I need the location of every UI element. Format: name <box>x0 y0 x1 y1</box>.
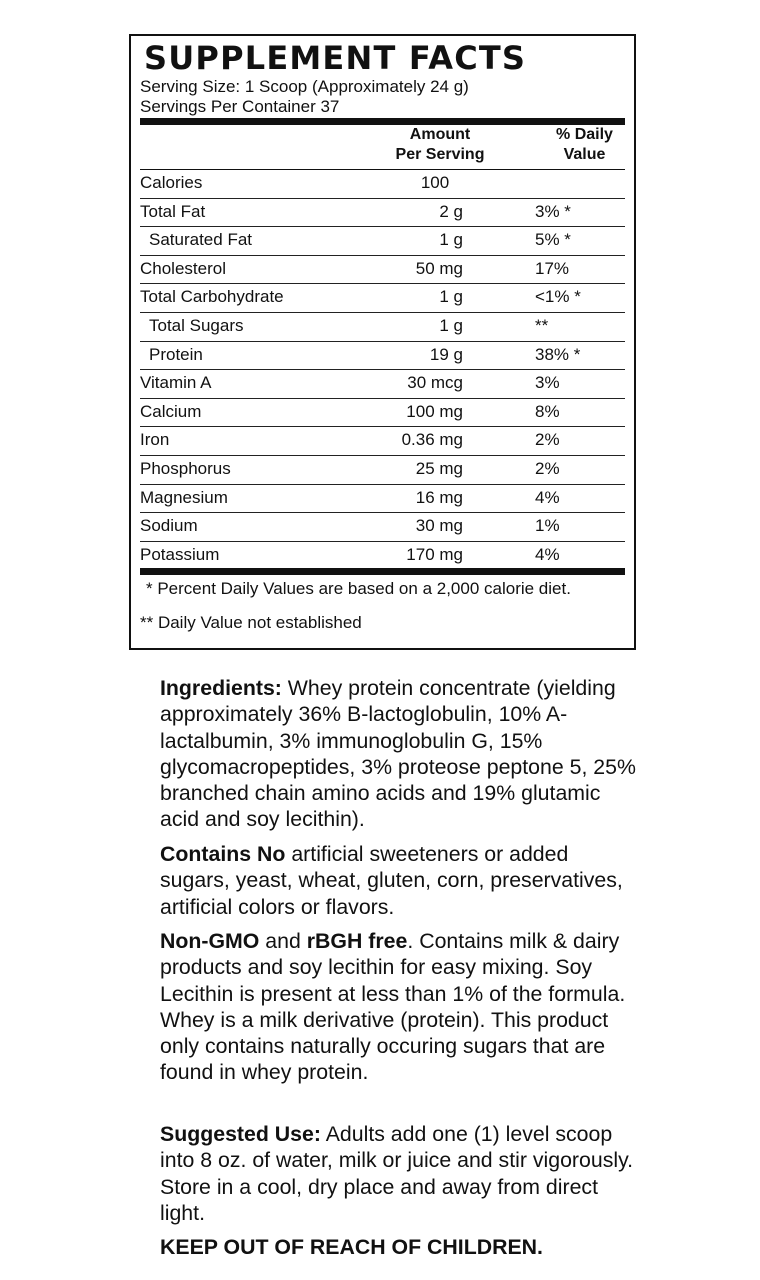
nutrient-name: Total Fat <box>140 201 206 221</box>
facts-title: SUPPLEMENT FACTS <box>144 39 527 77</box>
nutrient-amount: 25 mg <box>415 458 463 478</box>
nutrient-row-cholesterol <box>140 256 625 285</box>
contains-no-text: artificial sweeteners or added sugars, yeast, wheat, gluten, corn, preservatives, artificial colors or flavors. <box>160 842 623 919</box>
footnote-daily-values: * Percent Daily Values are based on a 2,000 calorie diet. <box>146 579 571 598</box>
nutrient-amount: 170 mg <box>406 544 463 564</box>
serving-size: Serving Size: 1 Scoop (Approximately 24 g) <box>140 77 469 96</box>
servings-per-container: Servings Per Container 37 <box>140 97 340 116</box>
nutrient-daily-value: 38% * <box>535 344 581 364</box>
supplement-facts-panel <box>129 34 636 650</box>
nutrient-row-calcium <box>140 399 625 428</box>
suggested-use-paragraph <box>160 1121 640 1226</box>
nutrient-daily-value: 2% <box>535 458 560 478</box>
nutrient-daily-value: 4% <box>535 544 560 564</box>
header-amount <box>382 125 498 165</box>
nutrient-amount: 30 mg <box>415 516 463 536</box>
ingredients-paragraph <box>160 675 640 833</box>
nutrient-daily-value: 3% * <box>535 201 571 221</box>
nutrient-daily-value: ** <box>535 315 549 335</box>
thick-divider-bottom <box>140 568 625 575</box>
contains-no-paragraph <box>160 841 640 920</box>
nutrient-daily-value: <1% * <box>535 287 581 307</box>
nutrient-name: Magnesium <box>140 487 228 507</box>
nutrient-daily-value: 3% <box>535 373 560 393</box>
nutrient-daily-value: 8% <box>535 401 560 421</box>
non-gmo-paragraph <box>160 928 640 1086</box>
ingredients-text: Whey protein concentrate (yielding approximately 36% B-lactoglobulin, 10% A-lactalbumin, 3% immunoglobulin G, 15% glycomacropeptides, 3% proteose peptone 5, 25% branched chain amino acids and 19% glutamic acid and soy lecithin). <box>160 676 636 832</box>
nutrient-name: Total Carbohydrate <box>140 287 284 307</box>
non-gmo-joiner: and <box>259 929 307 953</box>
nutrient-name: Phosphorus <box>140 458 231 478</box>
nutrient-amount: 50 mg <box>415 258 463 278</box>
nutrient-name: Cholesterol <box>140 258 226 278</box>
footnote-not-established: ** Daily Value not established <box>140 613 362 632</box>
nutrient-name: Sodium <box>140 516 198 536</box>
header-dv-line2: Value <box>563 146 606 163</box>
nutrient-amount: 1 g <box>439 287 463 307</box>
nutrient-row-total-sugars <box>140 313 625 342</box>
nutrient-amount: 0.36 mg <box>401 430 463 450</box>
non-gmo-label: Non-GMO <box>160 929 260 953</box>
ingredients-label: Ingredients: <box>160 676 282 700</box>
nutrient-row-potassium <box>140 542 625 571</box>
nutrient-daily-value: 2% <box>535 430 560 450</box>
non-gmo-text: . Contains milk & dairy products and soy lecithin for easy mixing. Soy Lecithin is present at less than 1% of the formula. Whey is a milk derivative (protein). This product only contains naturally occuring sugars that are found in whey protein. <box>160 929 626 1085</box>
contains-no-label: Contains No <box>160 842 286 866</box>
nutrient-name: Total Sugars <box>149 315 244 335</box>
nutrient-row-total-fat <box>140 199 625 228</box>
nutrient-row-vitamin-a <box>140 370 625 399</box>
nutrient-daily-value: 5% * <box>535 230 571 250</box>
nutrient-amount: 2 g <box>439 201 463 221</box>
thick-divider-top <box>140 118 625 125</box>
nutrient-name: Vitamin A <box>140 373 212 393</box>
nutrient-row-phosphorus <box>140 456 625 485</box>
nutrient-row-total-carbohydrate <box>140 284 625 313</box>
nutrient-row-sodium <box>140 513 625 542</box>
nutrient-row-protein <box>140 342 625 371</box>
suggested-use-text: Adults add one (1) level scoop into 8 oz. of water, milk or juice and stir vigorously. Store in a cool, dry place and away from direct light. <box>160 1122 634 1225</box>
nutrient-name: Potassium <box>140 544 220 564</box>
nutrient-name: Calcium <box>140 401 202 421</box>
child-warning: KEEP OUT OF REACH OF CHILDREN. <box>160 1235 543 1259</box>
header-amount-line2: Per Serving <box>395 146 485 163</box>
nutrient-name: Iron <box>140 430 170 450</box>
nutrient-amount: 16 mg <box>415 487 463 507</box>
nutrient-row-magnesium <box>140 485 625 514</box>
nutrient-amount: 19 g <box>429 344 463 364</box>
nutrient-daily-value: 4% <box>535 487 560 507</box>
nutrient-amount: 30 mcg <box>407 373 463 393</box>
header-amount-line1: Amount <box>409 126 471 143</box>
nutrient-amount: 100 <box>420 173 450 192</box>
nutrient-amount: 1 g <box>439 230 463 250</box>
nutrient-amount: 1 g <box>439 315 463 335</box>
header-dv-line1: % Daily <box>556 126 613 143</box>
suggested-use-label: Suggested Use: <box>160 1122 321 1146</box>
nutrient-row-iron <box>140 427 625 456</box>
nutrient-table <box>140 170 625 570</box>
nutrient-name: Protein <box>149 344 203 364</box>
nutrient-row-saturated-fat <box>140 227 625 256</box>
nutrient-daily-value: 17% <box>535 258 570 278</box>
nutrient-name: Calories <box>140 173 203 192</box>
nutrient-name: Saturated Fat <box>149 230 253 250</box>
nutrient-amount: 100 mg <box>406 401 463 421</box>
header-daily-value <box>542 125 627 165</box>
nutrient-daily-value: 1% <box>535 516 560 536</box>
rbgh-free-label: rBGH free <box>306 929 408 953</box>
nutrient-row-calories <box>140 170 625 199</box>
